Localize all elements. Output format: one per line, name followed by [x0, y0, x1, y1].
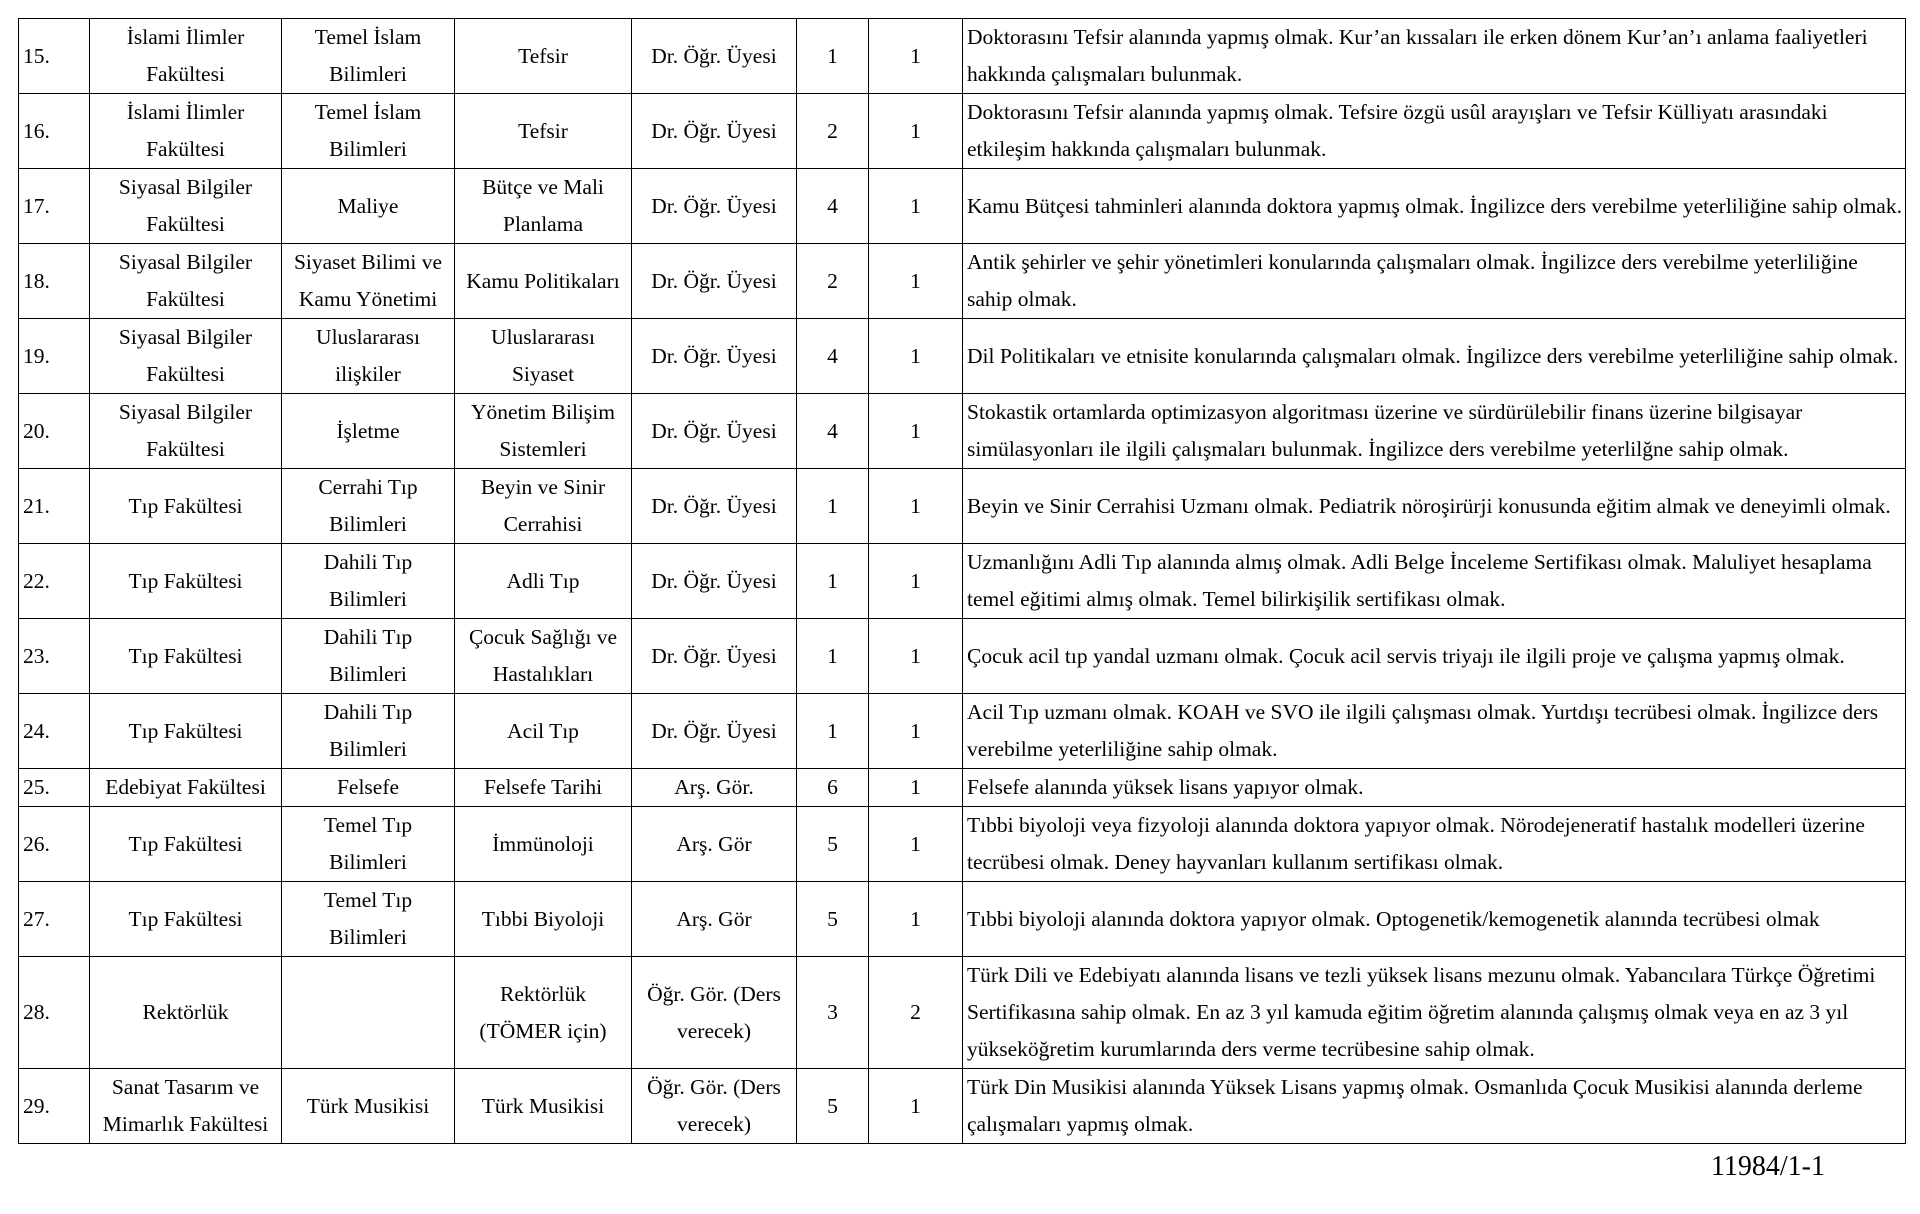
- requirement-cell: Beyin ve Sinir Cerrahisi Uzmanı olmak. Pediatrik nöroşirürji konusunda eğitim almak ve deneyimli olmak.: [963, 469, 1906, 544]
- faculty-cell: Tıp Fakültesi: [90, 469, 282, 544]
- title-cell: Arş. Gör: [632, 807, 797, 882]
- row-number: 21.: [19, 469, 90, 544]
- degree-cell: 4: [797, 319, 869, 394]
- table-row: [19, 244, 1906, 319]
- row-number: 22.: [19, 544, 90, 619]
- department-cell: Felsefe: [282, 769, 455, 807]
- faculty-cell: Tıp Fakültesi: [90, 882, 282, 957]
- requirement-cell: Tıbbi biyoloji veya fizyoloji alanında doktora yapıyor olmak. Nörodejeneratif hastalık modelleri üzerine tecrübesi olmak. Deney hayvanları kullanım sertifikası olmak.: [963, 807, 1906, 882]
- faculty-cell: Siyasal Bilgiler Fakültesi: [90, 319, 282, 394]
- count-cell: 1: [869, 469, 963, 544]
- requirement-cell: Stokastik ortamlarda optimizasyon algoritması üzerine ve sürdürülebilir finans üzerine bilgisayar simülasyonları ile ilgili çalışmaları bulunmak. İngilizce ders verebilme yeterlilğne sahip olmak.: [963, 394, 1906, 469]
- count-cell: 1: [869, 807, 963, 882]
- count-cell: 1: [869, 319, 963, 394]
- table-row: [19, 957, 1906, 1069]
- program-cell: İmmünoloji: [455, 807, 632, 882]
- count-cell: 1: [869, 169, 963, 244]
- staff-requirements-table: [18, 18, 1906, 1144]
- program-cell: Tıbbi Biyoloji: [455, 882, 632, 957]
- count-cell: 1: [869, 882, 963, 957]
- requirement-cell: Tıbbi biyoloji alanında doktora yapıyor olmak. Optogenetik/kemogenetik alanında tecrübesi olmak: [963, 882, 1906, 957]
- title-cell: Arş. Gör.: [632, 769, 797, 807]
- degree-cell: 2: [797, 94, 869, 169]
- page-reference: [1650, 1151, 1910, 1183]
- title-cell: Öğr. Gör. (Ders verecek): [632, 1069, 797, 1144]
- count-cell: 1: [869, 94, 963, 169]
- count-cell: 1: [869, 544, 963, 619]
- row-number: 27.: [19, 882, 90, 957]
- row-number: 17.: [19, 169, 90, 244]
- title-cell: Dr. Öğr. Üyesi: [632, 94, 797, 169]
- title-cell: Dr. Öğr. Üyesi: [632, 619, 797, 694]
- table-row: [19, 694, 1906, 769]
- row-number: 24.: [19, 694, 90, 769]
- faculty-cell: Tıp Fakültesi: [90, 619, 282, 694]
- count-cell: 1: [869, 1069, 963, 1144]
- requirement-cell: Türk Din Musikisi alanında Yüksek Lisans yapmış olmak. Osmanlıda Çocuk Musikisi alanında derleme çalışmaları yapmış olmak.: [963, 1069, 1906, 1144]
- degree-cell: 1: [797, 544, 869, 619]
- degree-cell: 4: [797, 394, 869, 469]
- table-row: [19, 544, 1906, 619]
- faculty-cell: Sanat Tasarım ve Mimarlık Fakültesi: [90, 1069, 282, 1144]
- program-cell: Adli Tıp: [455, 544, 632, 619]
- department-cell: Dahili Tıp Bilimleri: [282, 544, 455, 619]
- row-number: 23.: [19, 619, 90, 694]
- faculty-cell: İslami İlimler Fakültesi: [90, 19, 282, 94]
- page-reference-text: 11984/1-1: [1710, 1151, 1825, 1182]
- department-cell: Türk Musikisi: [282, 1069, 455, 1144]
- department-cell: Uluslararası ilişkiler: [282, 319, 455, 394]
- faculty-cell: Tıp Fakültesi: [90, 544, 282, 619]
- program-cell: Çocuk Sağlığı ve Hastalıkları: [455, 619, 632, 694]
- faculty-cell: Rektörlük: [90, 957, 282, 1069]
- department-cell: Siyaset Bilimi ve Kamu Yönetimi: [282, 244, 455, 319]
- program-cell: Tefsir: [455, 94, 632, 169]
- row-number: 15.: [19, 19, 90, 94]
- program-cell: Uluslararası Siyaset: [455, 319, 632, 394]
- department-cell: [282, 957, 455, 1069]
- table-row: [19, 319, 1906, 394]
- degree-cell: 1: [797, 19, 869, 94]
- department-cell: Dahili Tıp Bilimleri: [282, 619, 455, 694]
- table-row: [19, 469, 1906, 544]
- table-row: [19, 94, 1906, 169]
- title-cell: Arş. Gör: [632, 882, 797, 957]
- degree-cell: 4: [797, 169, 869, 244]
- degree-cell: 6: [797, 769, 869, 807]
- faculty-cell: Siyasal Bilgiler Fakültesi: [90, 244, 282, 319]
- row-number: 18.: [19, 244, 90, 319]
- program-cell: Bütçe ve Mali Planlama: [455, 169, 632, 244]
- degree-cell: 3: [797, 957, 869, 1069]
- requirement-cell: Türk Dili ve Edebiyatı alanında lisans ve tezli yüksek lisans mezunu olmak. Yabancılara Türkçe Öğretimi Sertifikasına sahip olmak. En az 3 yıl kamuda eğitim öğretim alanında çalışmış olmak veya en az 3 yıl yükseköğretim kurumlarında ders verme tecrübesine sahip olmak.: [963, 957, 1906, 1069]
- title-cell: Dr. Öğr. Üyesi: [632, 694, 797, 769]
- degree-cell: 2: [797, 244, 869, 319]
- program-cell: Türk Musikisi: [455, 1069, 632, 1144]
- title-cell: Dr. Öğr. Üyesi: [632, 544, 797, 619]
- requirement-cell: Doktorasını Tefsir alanında yapmış olmak. Kur’an kıssaları ile erken dönem Kur’an’ı anlama faaliyetleri hakkında çalışmaları bulunmak.: [963, 19, 1906, 94]
- row-number: 26.: [19, 807, 90, 882]
- degree-cell: 1: [797, 619, 869, 694]
- degree-cell: 1: [797, 469, 869, 544]
- degree-cell: 1: [797, 694, 869, 769]
- row-number: 20.: [19, 394, 90, 469]
- count-cell: 1: [869, 694, 963, 769]
- program-cell: Acil Tıp: [455, 694, 632, 769]
- program-cell: Kamu Politikaları: [455, 244, 632, 319]
- requirement-cell: Dil Politikaları ve etnisite konularında çalışmaları olmak. İngilizce ders verebilme yeterliliğine sahip olmak.: [963, 319, 1906, 394]
- department-cell: İşletme: [282, 394, 455, 469]
- count-cell: 1: [869, 769, 963, 807]
- faculty-cell: Siyasal Bilgiler Fakültesi: [90, 394, 282, 469]
- faculty-cell: Siyasal Bilgiler Fakültesi: [90, 169, 282, 244]
- program-cell: Tefsir: [455, 19, 632, 94]
- requirement-cell: Felsefe alanında yüksek lisans yapıyor olmak.: [963, 769, 1906, 807]
- requirement-cell: Kamu Bütçesi tahminleri alanında doktora yapmış olmak. İngilizce ders verebilme yeterliliğine sahip olmak.: [963, 169, 1906, 244]
- title-cell: Dr. Öğr. Üyesi: [632, 319, 797, 394]
- faculty-cell: Tıp Fakültesi: [90, 807, 282, 882]
- degree-cell: 5: [797, 1069, 869, 1144]
- row-number: 16.: [19, 94, 90, 169]
- requirement-cell: Uzmanlığını Adli Tıp alanında almış olmak. Adli Belge İnceleme Sertifikası olmak. Maluliyet hesaplama temel eğitimi almış olmak. Temel bilirkişilik sertifikası olmak.: [963, 544, 1906, 619]
- table-body: [19, 19, 1906, 1144]
- program-cell: Beyin ve Sinir Cerrahisi: [455, 469, 632, 544]
- table-row: [19, 169, 1906, 244]
- row-number: 29.: [19, 1069, 90, 1144]
- program-cell: Felsefe Tarihi: [455, 769, 632, 807]
- table-row: [19, 769, 1906, 807]
- table-row: [19, 19, 1906, 94]
- table-row: [19, 807, 1906, 882]
- requirement-cell: Doktorasını Tefsir alanında yapmış olmak. Tefsire özgü usûl arayışları ve Tefsir Külliyatı arasındaki etkileşim hakkında çalışmaları bulunmak.: [963, 94, 1906, 169]
- degree-cell: 5: [797, 807, 869, 882]
- title-cell: Dr. Öğr. Üyesi: [632, 19, 797, 94]
- requirement-cell: Çocuk acil tıp yandal uzmanı olmak. Çocuk acil servis triyajı ile ilgili proje ve çalışma yapmış olmak.: [963, 619, 1906, 694]
- program-cell: Rektörlük (TÖMER için): [455, 957, 632, 1069]
- department-cell: Temel Tıp Bilimleri: [282, 807, 455, 882]
- table-row: [19, 882, 1906, 957]
- department-cell: Temel İslam Bilimleri: [282, 94, 455, 169]
- count-cell: 2: [869, 957, 963, 1069]
- title-cell: Dr. Öğr. Üyesi: [632, 244, 797, 319]
- row-number: 25.: [19, 769, 90, 807]
- table-row: [19, 619, 1906, 694]
- program-cell: Yönetim Bilişim Sistemleri: [455, 394, 632, 469]
- count-cell: 1: [869, 19, 963, 94]
- requirement-cell: Acil Tıp uzmanı olmak. KOAH ve SVO ile ilgili çalışması olmak. Yurtdışı tecrübesi olmak. İngilizce ders verebilme yeterliliğine sahip olmak.: [963, 694, 1906, 769]
- degree-cell: 5: [797, 882, 869, 957]
- department-cell: Temel İslam Bilimleri: [282, 19, 455, 94]
- title-cell: Dr. Öğr. Üyesi: [632, 169, 797, 244]
- faculty-cell: İslami İlimler Fakültesi: [90, 94, 282, 169]
- title-cell: Dr. Öğr. Üyesi: [632, 469, 797, 544]
- row-number: 19.: [19, 319, 90, 394]
- title-cell: Öğr. Gör. (Ders verecek): [632, 957, 797, 1069]
- requirement-cell: Antik şehirler ve şehir yönetimleri konularında çalışmaları olmak. İngilizce ders verebilme yeterliliğine sahip olmak.: [963, 244, 1906, 319]
- department-cell: Maliye: [282, 169, 455, 244]
- department-cell: Cerrahi Tıp Bilimleri: [282, 469, 455, 544]
- count-cell: 1: [869, 244, 963, 319]
- department-cell: Dahili Tıp Bilimleri: [282, 694, 455, 769]
- title-cell: Dr. Öğr. Üyesi: [632, 394, 797, 469]
- department-cell: Temel Tıp Bilimleri: [282, 882, 455, 957]
- count-cell: 1: [869, 619, 963, 694]
- faculty-cell: Tıp Fakültesi: [90, 694, 282, 769]
- faculty-cell: Edebiyat Fakültesi: [90, 769, 282, 807]
- table-row: [19, 394, 1906, 469]
- table-row: [19, 1069, 1906, 1144]
- count-cell: 1: [869, 394, 963, 469]
- row-number: 28.: [19, 957, 90, 1069]
